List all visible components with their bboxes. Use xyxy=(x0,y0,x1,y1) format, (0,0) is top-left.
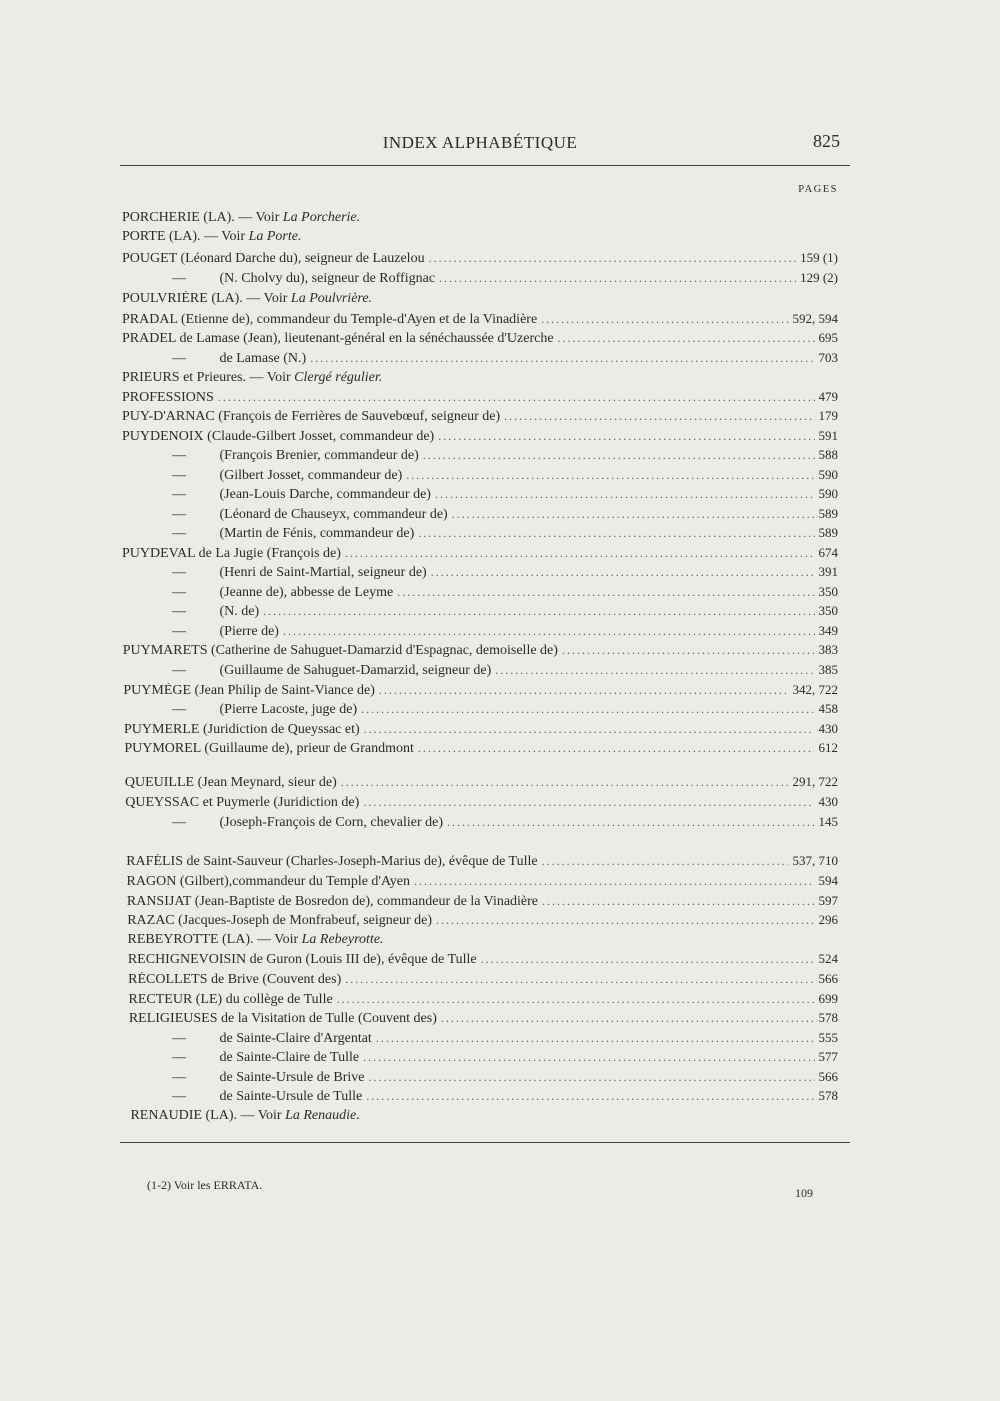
entry-text: (Joseph-François de Corn, chevalier de) xyxy=(216,815,444,830)
dot-leader xyxy=(363,795,814,810)
entry-pages: 296 xyxy=(818,912,838,927)
entry-text: — Voir xyxy=(242,291,291,306)
entry-text: de Lamase (N.) xyxy=(216,351,307,366)
entry-heading: PUY-D'ARNAC xyxy=(122,409,215,424)
dot-leader xyxy=(481,952,815,967)
dot-leader xyxy=(364,722,815,737)
cross-reference: La Porte. xyxy=(248,229,302,244)
cross-reference: La Renaudie. xyxy=(285,1108,360,1123)
entry-pages: 430 xyxy=(818,794,838,809)
dot-leader xyxy=(376,1031,815,1046)
dot-leader xyxy=(452,507,815,522)
entry-pages: 350 xyxy=(818,584,838,599)
cross-reference: La Rebeyrotte. xyxy=(301,932,384,947)
entry-text: et Puymerle (Juridiction de) xyxy=(199,795,360,810)
entry-text: de Brive (Couvent des) xyxy=(207,972,342,987)
ditto-dash: — xyxy=(172,624,186,639)
entry-pages: 578 xyxy=(818,1010,838,1025)
entry-pages: 589 xyxy=(818,506,838,521)
ditto-dash: — xyxy=(172,448,186,463)
index-entry xyxy=(122,408,838,427)
entry-pages: 159 (1) xyxy=(800,250,838,265)
index-entry xyxy=(130,1108,838,1127)
entry-text: (Etienne de), commandeur du Temple-d'Ayen et de la Vinadière xyxy=(177,312,538,327)
entry-heading: RAFÉLIS xyxy=(126,854,183,869)
dot-leader xyxy=(369,1070,815,1085)
footer-rule xyxy=(120,1142,850,1143)
footnote: (1-2) Voir les ERRATA. xyxy=(147,1178,263,1192)
header-rule xyxy=(120,165,850,166)
ditto-dash: — xyxy=(172,702,186,717)
entry-text: (François de Ferrières de Sauvebœuf, seigneur de) xyxy=(214,409,501,424)
entry-pages: 129 (2) xyxy=(800,270,838,285)
index-entry xyxy=(125,794,838,813)
entry-pages: 555 xyxy=(818,1030,838,1045)
entry-text: de La Jugie (François de) xyxy=(195,546,341,561)
entry-heading: PUYMARETS xyxy=(122,643,208,658)
entry-pages: 592, 594 xyxy=(792,311,838,326)
dot-leader xyxy=(366,1089,814,1104)
dot-leader xyxy=(418,741,815,756)
dot-leader xyxy=(397,585,814,600)
entry-pages: 524 xyxy=(818,951,838,966)
index-entry xyxy=(127,873,838,892)
entry-heading: PUYMERLE xyxy=(124,722,200,737)
dot-leader xyxy=(447,815,814,830)
entry-text: (François Brenier, commandeur de) xyxy=(216,448,419,463)
page-header-title: INDEX ALPHABÉTIQUE xyxy=(382,133,578,152)
entry-text: de Lamase (Jean), lieutenant-général en la sénéchaussée d'Uzerche xyxy=(175,331,554,346)
entry-text: (Jean-Louis Darche, commandeur de) xyxy=(216,487,431,502)
index-entry xyxy=(125,774,838,793)
ditto-dash: — xyxy=(172,526,186,541)
dot-leader xyxy=(418,526,814,541)
entry-pages: 145 xyxy=(818,814,838,829)
entry-pages: 342, 722 xyxy=(792,682,838,697)
entry-heading: PRADAL xyxy=(122,312,178,327)
dot-leader xyxy=(431,565,815,580)
ditto-dash: — xyxy=(172,271,186,286)
entry-text: de Saint-Sauveur (Charles-Joseph-Marius de), évêque de Tulle xyxy=(183,854,538,869)
signature-mark: 109 xyxy=(795,1186,813,1200)
dot-leader xyxy=(310,351,814,366)
dot-leader xyxy=(363,1050,814,1065)
entry-text: (Léonard Darche du), seigneur de Lauzelou xyxy=(176,251,425,266)
entry-pages: 566 xyxy=(818,1069,838,1084)
index-entry xyxy=(122,229,838,248)
entry-pages: 291, 722 xyxy=(792,774,838,789)
entry-heading: RENAUDIE (LA). xyxy=(130,1108,237,1123)
index-entry xyxy=(172,814,838,833)
index-entry xyxy=(122,370,838,389)
entry-pages: 566 xyxy=(818,971,838,986)
pages-column-label: PAGES xyxy=(798,184,838,195)
entry-heading: PUYDEVAL xyxy=(122,546,196,561)
entry-heading: PRIEURS xyxy=(122,370,180,385)
index-entry xyxy=(172,525,838,544)
dot-leader xyxy=(542,894,814,909)
dot-leader xyxy=(429,251,797,266)
entry-heading: RECTEUR (LE) xyxy=(128,992,223,1007)
entry-pages: 391 xyxy=(818,564,838,579)
index-entry xyxy=(172,603,838,622)
entry-pages: 594 xyxy=(818,873,838,888)
entry-heading: QUEUILLE xyxy=(124,775,195,790)
index-entry xyxy=(172,506,838,525)
index-entry xyxy=(128,951,838,970)
entry-text: — Voir xyxy=(234,210,283,225)
entry-pages: 385 xyxy=(818,662,838,677)
entry-pages: 179 xyxy=(818,408,838,423)
entry-pages: 597 xyxy=(818,893,838,908)
index-entry xyxy=(172,467,838,486)
entry-heading: PUYDENOIX xyxy=(122,429,204,444)
dot-leader xyxy=(406,468,814,483)
entry-heading: POULVRIÈRE (LA). xyxy=(122,291,243,306)
entry-text: (Jean-Baptiste de Bosredon de), commandeur de la Vinadière xyxy=(191,894,539,909)
entry-text: (Gilbert),commandeur du Temple d'Ayen xyxy=(176,874,410,889)
entry-pages: 349 xyxy=(818,623,838,638)
index-entry xyxy=(172,350,838,369)
index-entry xyxy=(122,545,838,564)
index-entry xyxy=(172,1069,838,1088)
index-entry xyxy=(172,701,838,720)
entry-text: (Claude-Gilbert Josset, commandeur de) xyxy=(203,429,435,444)
entry-text: (Jean Philip de Saint-Viance de) xyxy=(191,683,375,698)
dot-leader xyxy=(541,312,788,327)
entry-text: de Sainte-Claire d'Argentat xyxy=(216,1031,372,1046)
entry-text: (N. Cholvy du), seigneur de Roffignac xyxy=(216,271,436,286)
entry-text: (Catherine de Sahuguet-Damarzid d'Espagnac, demoiselle de) xyxy=(207,643,558,658)
entry-heading: RAGON xyxy=(126,874,177,889)
index-entry xyxy=(172,1030,838,1049)
index-entry xyxy=(122,330,838,349)
entry-text: (Pierre de) xyxy=(216,624,279,639)
ditto-dash: — xyxy=(172,351,186,366)
dot-leader xyxy=(438,429,814,444)
index-entry xyxy=(172,623,838,642)
entry-pages: 588 xyxy=(818,447,838,462)
dot-leader xyxy=(436,913,814,928)
entry-heading: RAZAC xyxy=(127,913,175,928)
index-entry xyxy=(172,1049,838,1068)
dot-leader xyxy=(441,1011,815,1026)
ditto-dash: — xyxy=(172,1050,186,1065)
entry-pages: 674 xyxy=(818,545,838,560)
dot-leader xyxy=(504,409,814,424)
entry-heading: PORTE (LA). xyxy=(122,229,201,244)
entry-text: (Gilbert Josset, commandeur de) xyxy=(216,468,403,483)
dot-leader xyxy=(495,663,814,678)
entry-pages: 590 xyxy=(818,467,838,482)
entry-pages: 350 xyxy=(818,603,838,618)
entry-text: (Martin de Fénis, commandeur de) xyxy=(216,526,415,541)
dot-leader xyxy=(542,854,789,869)
entry-pages: 577 xyxy=(818,1049,838,1064)
ditto-dash: — xyxy=(172,815,186,830)
entry-pages: 537, 710 xyxy=(792,853,838,868)
dot-leader xyxy=(341,775,789,790)
entry-text: de Sainte-Claire de Tulle xyxy=(216,1050,360,1065)
index-entry xyxy=(122,291,838,310)
entry-pages: 383 xyxy=(818,642,838,657)
dot-leader xyxy=(562,643,815,658)
dot-leader xyxy=(558,331,815,346)
dot-leader xyxy=(361,702,814,717)
ditto-dash: — xyxy=(172,468,186,483)
ditto-dash: — xyxy=(172,1031,186,1046)
dot-leader xyxy=(345,972,814,987)
index-entry xyxy=(122,311,838,330)
entry-text: et Prieures. — Voir xyxy=(179,370,295,385)
entry-text: (N. de) xyxy=(216,604,260,619)
entry-text: (Juridiction de Queyssac et) xyxy=(199,722,360,737)
dot-leader xyxy=(414,874,815,889)
entry-text: de Sainte-Ursule de Brive xyxy=(216,1070,365,1085)
index-entry xyxy=(127,893,838,912)
index-entry xyxy=(172,564,838,583)
ditto-dash: — xyxy=(172,1089,186,1104)
dot-leader xyxy=(283,624,815,639)
entry-pages: 578 xyxy=(818,1088,838,1103)
index-entry xyxy=(128,932,838,951)
entry-text: de Guron (Louis III de), évêque de Tulle xyxy=(246,952,477,967)
dot-leader xyxy=(337,992,815,1007)
index-entry xyxy=(172,1088,838,1107)
index-entry xyxy=(122,389,838,408)
ditto-dash: — xyxy=(172,507,186,522)
cross-reference: La Porcherie. xyxy=(282,210,361,225)
entry-heading: PRADEL xyxy=(122,331,176,346)
entry-text: de Sainte-Ursule de Tulle xyxy=(216,1089,363,1104)
entry-text: (Pierre Lacoste, juge de) xyxy=(216,702,358,717)
entry-text: — Voir xyxy=(200,229,249,244)
dot-leader xyxy=(379,683,789,698)
entry-text: (Jacques-Joseph de Monfrabeuf, seigneur de) xyxy=(174,913,432,928)
page-number: 825 xyxy=(813,131,840,151)
index-entry xyxy=(123,682,838,701)
entry-pages: 458 xyxy=(818,701,838,716)
ditto-dash: — xyxy=(172,585,186,600)
entry-heading: PUYMOREL xyxy=(124,741,201,756)
entry-pages: 695 xyxy=(818,330,838,345)
entry-text: de la Visitation de Tulle (Couvent des) xyxy=(217,1011,437,1026)
entry-text: (Guillaume de Sahuguet-Damarzid, seigneur de) xyxy=(216,663,492,678)
index-entry xyxy=(128,971,838,990)
index-entry xyxy=(172,447,838,466)
entry-text: (Léonard de Chauseyx, commandeur de) xyxy=(216,507,448,522)
entry-text: (Guillaume de), prieur de Grandmont xyxy=(200,741,414,756)
entry-heading: RANSIJAT xyxy=(126,894,192,909)
entry-pages: 703 xyxy=(818,350,838,365)
entry-heading: REBEYROTTE (LA). xyxy=(127,932,254,947)
entry-heading: PORCHERIE (LA). xyxy=(122,210,235,225)
entry-heading: QUEYSSAC xyxy=(125,795,200,810)
dot-leader xyxy=(423,448,815,463)
entry-pages: 612 xyxy=(818,740,838,755)
index-entry xyxy=(122,210,838,229)
dot-leader xyxy=(263,604,814,619)
index-entry xyxy=(172,584,838,603)
ditto-dash: — xyxy=(172,604,186,619)
entry-pages: 479 xyxy=(818,389,838,404)
index-entry xyxy=(172,662,838,681)
index-entry xyxy=(127,912,838,931)
ditto-dash: — xyxy=(172,487,186,502)
index-entry xyxy=(124,740,838,759)
ditto-dash: — xyxy=(172,1070,186,1085)
entry-heading: RELIGIEUSES xyxy=(128,1011,218,1026)
index-entry xyxy=(172,270,838,289)
entry-pages: 590 xyxy=(818,486,838,501)
dot-leader xyxy=(435,487,815,502)
entry-text: — Voir xyxy=(253,932,302,947)
entry-heading: RECHIGNEVOISIN xyxy=(127,952,247,967)
index-entry xyxy=(129,991,838,1010)
entry-pages: 589 xyxy=(818,525,838,540)
entry-text: du collège de Tulle xyxy=(222,992,333,1007)
cross-reference: Clergé régulier. xyxy=(294,370,383,385)
entry-heading: PUYMÈGE xyxy=(123,683,192,698)
index-entry xyxy=(122,428,838,447)
dot-leader xyxy=(218,390,815,405)
dot-leader xyxy=(439,271,796,286)
entry-pages: 591 xyxy=(818,428,838,443)
entry-pages: 430 xyxy=(818,721,838,736)
dot-leader xyxy=(345,546,815,561)
entry-text: (Jean Meynard, sieur de) xyxy=(194,775,337,790)
entry-heading: RÉCOLLETS xyxy=(128,972,208,987)
entry-heading: POUGET xyxy=(122,251,177,266)
entry-text: — Voir xyxy=(236,1108,286,1123)
entry-text: (Henri de Saint-Martial, seigneur de) xyxy=(216,565,427,580)
cross-reference: La Poulvrière. xyxy=(290,291,373,306)
entry-heading: PROFESSIONS xyxy=(122,390,214,405)
index-entry xyxy=(129,1010,838,1029)
index-entry xyxy=(172,486,838,505)
entry-text: (Jeanne de), abbesse de Leyme xyxy=(216,585,394,600)
index-entry xyxy=(126,853,838,872)
entry-pages: 699 xyxy=(818,991,838,1006)
index-entry xyxy=(124,721,838,740)
ditto-dash: — xyxy=(172,663,186,678)
ditto-dash: — xyxy=(172,565,186,580)
index-entry xyxy=(123,642,838,661)
index-entry xyxy=(122,250,838,269)
